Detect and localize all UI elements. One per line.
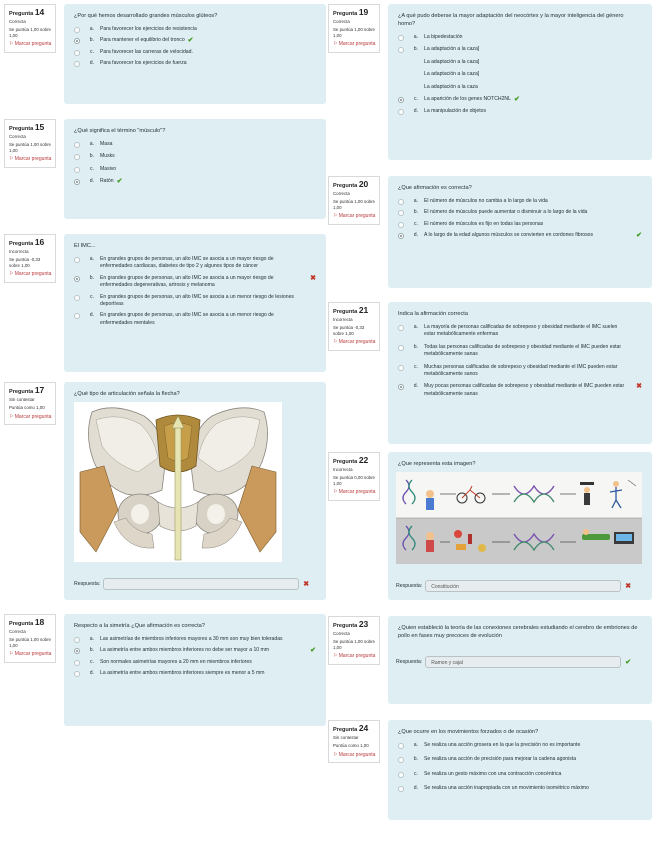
question-card-22 bbox=[388, 452, 652, 600]
flag-icon: ⚐ bbox=[333, 653, 338, 659]
flag-icon: ⚐ bbox=[9, 41, 14, 47]
check-icon: ✔ bbox=[636, 232, 642, 240]
flag-icon: ⚐ bbox=[9, 651, 14, 657]
question-card-23 bbox=[388, 616, 652, 704]
option-a[interactable]: a. La bipedestación bbox=[398, 34, 642, 41]
cross-icon: ✖ bbox=[636, 383, 642, 391]
option-d[interactable]: d. Ratón ✔ bbox=[74, 178, 316, 185]
question-info-17 bbox=[4, 382, 56, 425]
question-number: Pregunta 16 bbox=[9, 237, 45, 247]
option-b-line-4: La adaptación a la caza bbox=[424, 83, 478, 90]
check-icon: ✔ bbox=[310, 647, 316, 655]
question-status: Correcta bbox=[333, 191, 350, 196]
question-grade: Se puntúa 0,00 sobre 1,00 bbox=[333, 475, 375, 486]
question-info-23 bbox=[328, 616, 380, 665]
flag-question-link[interactable]: ⚐ Marcar pregunta bbox=[333, 339, 376, 345]
question-grade: Puntúa como 1,00 bbox=[333, 743, 369, 748]
flag-question-link[interactable]: ⚐ Marcar pregunta bbox=[9, 413, 52, 420]
cross-icon: ✖ bbox=[303, 581, 310, 588]
question-info-14 bbox=[4, 4, 56, 53]
option-b-line-3: La adaptación a la caza] bbox=[424, 71, 480, 78]
question-grade: Se puntúa 1,00 sobre 1,00 bbox=[9, 142, 51, 153]
question-info-20 bbox=[328, 176, 380, 225]
option-a[interactable]: a. Masa bbox=[74, 141, 316, 148]
question-info-16 bbox=[4, 234, 56, 283]
option-a[interactable]: a. Se realiza una acción grosera en la que la precisión no es importante bbox=[398, 742, 642, 749]
flag-icon: ⚐ bbox=[9, 156, 14, 162]
answer-input[interactable]: Constitución bbox=[425, 580, 621, 592]
answer-row bbox=[396, 656, 631, 668]
check-icon: ✔ bbox=[116, 178, 123, 186]
option-d[interactable]: d. Para favorecer los ejercicios de fuerza bbox=[74, 60, 316, 67]
cross-icon: ✖ bbox=[625, 583, 632, 590]
option-a[interactable]: a. Las asimetrías de miembros inferiores mayores a 30 mm son muy bien toleradas bbox=[74, 636, 316, 643]
question-grade: Se puntúa 1,00 sobre 1,00 bbox=[333, 639, 375, 650]
option-d[interactable]: d. A lo largo de la edad algunos músculos se convierten en cordones fibrosos ✔ bbox=[398, 232, 642, 239]
question-text: Indica la afirmación correcta bbox=[398, 311, 468, 317]
option-b[interactable]: b. En grandes grupos de personas, un alto IMC se asocia a un mayor riesgo de enfermedades degenerativas, artrosis y melanoma ✖ bbox=[74, 275, 316, 290]
question-status: Incorrecta bbox=[333, 317, 353, 322]
question-status: Correcta bbox=[9, 19, 26, 24]
question-status: Sin contestar bbox=[333, 735, 359, 740]
genetics-lifestyle-image bbox=[396, 472, 642, 564]
option-a[interactable]: a. En grandes grupos de personas, un alto IMC se asocia a un mayor riesgo de enfermedades cardiacas, diabetes de tipo 2 y algunos tipos de cáncer bbox=[74, 256, 316, 271]
question-status: Correcta bbox=[9, 629, 26, 634]
question-status: Sin contestar bbox=[9, 397, 35, 402]
question-card-14 bbox=[64, 4, 326, 104]
question-text: ¿Qué tipo de articulación señala la flecha? bbox=[74, 391, 180, 397]
question-info-19 bbox=[328, 4, 380, 53]
question-info-22 bbox=[328, 452, 380, 501]
option-c[interactable]: c. Son normales asimetrías mayores a 20 mm en miembros inferiores bbox=[74, 659, 316, 666]
option-b[interactable]: b. Se realiza una acción de precisión para mejorar la cadena agonista bbox=[398, 756, 642, 763]
option-d[interactable]: d. En grandes grupos de personas, un alto IMC se asocia a un menor riesgo de enfermedades mentales bbox=[74, 312, 316, 327]
question-status: Correcta bbox=[333, 631, 350, 636]
option-d[interactable]: d. Muy pocas personas calificadas de sobrepeso y obesidad mediante el IMC pueden estar metabólicamente sanas ✖ bbox=[398, 383, 642, 398]
question-grade: Puntúa como 1,00 bbox=[9, 405, 45, 410]
question-number: Pregunta 20 bbox=[333, 179, 369, 189]
question-number: Pregunta 18 bbox=[9, 617, 45, 627]
flag-icon: ⚐ bbox=[333, 751, 338, 758]
question-text: ¿Por qué hemos desarrollado grandes músculos glúteos? bbox=[74, 13, 218, 19]
question-grade: Se puntúa -0,33 sobre 1,00 bbox=[333, 325, 365, 336]
option-b[interactable]: b. Musks bbox=[74, 153, 316, 160]
question-text: ¿Que representa esta imagen? bbox=[398, 461, 476, 467]
question-grade: Se puntúa -0,33 sobre 1,00 bbox=[9, 257, 41, 268]
question-text: Respecto a la simetría ¿Que afirmación es correcta? bbox=[74, 623, 205, 629]
option-c[interactable]: c. Para favorecer las carreras de velocidad. bbox=[74, 49, 316, 56]
cross-icon: ✖ bbox=[310, 274, 316, 282]
option-a[interactable]: a. La mayoría de personas calificadas de sobrepeso y obesidad mediante el IMC suelen estar metabólicamente enfermas bbox=[398, 324, 642, 339]
option-c[interactable]: c. Se realiza un gesto máximo con una contracción concéntrica bbox=[398, 771, 642, 778]
flag-question-link[interactable]: ⚐ Marcar pregunta bbox=[9, 271, 52, 277]
question-text: ¿Que afirmación es correcta? bbox=[398, 185, 472, 191]
option-b[interactable]: b. La adaptación a la caza] bbox=[398, 46, 642, 53]
answer-label: Respuesta: bbox=[74, 581, 101, 587]
option-a[interactable]: a. El número de músculos no cambia a lo largo de la vida bbox=[398, 198, 642, 205]
flag-question-link[interactable]: ⚐ Marcar pregunta bbox=[333, 489, 376, 495]
question-grade: Se puntúa 1,00 sobre 1,00 bbox=[9, 637, 51, 648]
option-c[interactable]: c. En grandes grupos de personas, un alto IMC se asocia a un menor riesgo de lesiones deportivas bbox=[74, 294, 316, 309]
check-icon: ✔ bbox=[513, 96, 520, 104]
option-c[interactable]: c. La aparición de los genes NOTCH2NL ✔ bbox=[398, 96, 642, 103]
answer-label: Respuesta: bbox=[396, 659, 423, 665]
flag-icon: ⚐ bbox=[333, 41, 338, 47]
question-card-17 bbox=[64, 382, 326, 600]
question-info-15 bbox=[4, 119, 56, 168]
question-number: Pregunta 21 bbox=[333, 305, 369, 315]
option-b[interactable]: b. Para mantener el equilibrio del tronco ✔ bbox=[74, 37, 316, 44]
question-text: ¿A qué pudo deberse la mayor adaptación del neocórtex y la mayor inteligencia del género homo? bbox=[398, 13, 624, 27]
question-card-18 bbox=[64, 614, 326, 726]
flag-question-link[interactable]: ⚐ Marcar pregunta bbox=[9, 41, 52, 47]
answer-input[interactable] bbox=[103, 578, 299, 590]
question-number: Pregunta 15 bbox=[9, 122, 45, 132]
question-grade: Se puntúa 1,00 sobre 1,00 bbox=[333, 27, 375, 38]
flag-question-link[interactable]: ⚐ Marcar pregunta bbox=[333, 751, 376, 758]
option-b-line-2: La adaptación a la caza] bbox=[424, 58, 480, 65]
question-number: Pregunta 23 bbox=[333, 619, 369, 629]
check-icon: ✔ bbox=[625, 659, 632, 666]
question-card-20 bbox=[388, 176, 652, 288]
question-status: Incorrecta bbox=[333, 467, 353, 472]
check-icon: ✔ bbox=[187, 37, 194, 45]
option-c[interactable]: c. Masivo bbox=[74, 166, 316, 173]
option-c[interactable]: c. Muchas personas calificadas de sobrepeso y obesidad mediante el IMC pueden estar metabólicamente sanos bbox=[398, 364, 642, 379]
flag-icon: ⚐ bbox=[9, 271, 14, 277]
option-a[interactable]: a. Para favorecer los ejercicios de resistencia bbox=[74, 26, 316, 33]
flag-icon: ⚐ bbox=[333, 489, 338, 495]
option-d[interactable]: d. Se realiza una acción inapropiada con un movimiento isométrico máximo bbox=[398, 785, 642, 792]
flag-question-link[interactable]: ⚐ Marcar pregunta bbox=[333, 41, 376, 47]
pelvis-image bbox=[74, 402, 282, 562]
question-card-21 bbox=[388, 302, 652, 444]
question-number: Pregunta 19 bbox=[333, 7, 369, 17]
option-b[interactable]: b. La asimetría entre ambos miembros inferiores no debe ser mayor a 10 mm ✔ bbox=[74, 647, 316, 654]
question-status: Correcta bbox=[333, 19, 350, 24]
option-d[interactable]: d. La manipulación de objetos bbox=[398, 108, 642, 115]
flag-question-link[interactable]: ⚐ Marcar pregunta bbox=[333, 653, 376, 659]
question-card-19 bbox=[388, 4, 652, 160]
option-d[interactable]: d. La asimetría entre ambos miembros inferiores siempre es menor a 5 mm bbox=[74, 670, 316, 677]
flag-question-link[interactable]: ⚐ Marcar pregunta bbox=[9, 651, 52, 657]
flag-icon: ⚐ bbox=[333, 213, 338, 219]
flag-question-link[interactable]: ⚐ Marcar pregunta bbox=[333, 213, 376, 219]
option-c[interactable]: c. El número de músculos es fijo en todas las personas bbox=[398, 221, 642, 228]
question-text: ¿Quien estableció la teoría de las conexiones cerebrales estudiando el cerebro de embriones de pollo en fases muy precoces de evolución bbox=[398, 625, 638, 639]
question-info-21 bbox=[328, 302, 380, 351]
question-text: ¿Que ocurre en los movimientos forzados o de ocasión? bbox=[398, 729, 539, 735]
question-grade: Se puntúa 1,00 sobre 1,00 bbox=[9, 27, 51, 38]
question-grade: Se puntúa 1,00 sobre 1,00 bbox=[333, 199, 375, 210]
answer-input[interactable]: Ramon y cajal bbox=[425, 656, 621, 668]
question-number: Pregunta 17 bbox=[9, 385, 45, 395]
flag-icon: ⚐ bbox=[333, 339, 338, 345]
answer-row bbox=[74, 578, 309, 590]
question-text: ¿Qué significa el término "músculo"? bbox=[74, 128, 166, 134]
question-text: El IMC... bbox=[74, 243, 96, 249]
question-status: Correcta bbox=[9, 134, 26, 139]
question-number: Pregunta 24 bbox=[333, 723, 369, 733]
flag-question-link[interactable]: ⚐ Marcar pregunta bbox=[9, 156, 52, 162]
question-info-24 bbox=[328, 720, 380, 763]
question-card-24 bbox=[388, 720, 652, 820]
option-b[interactable]: b. El número de músculos puede aumentar o disminuir a lo largo de la vida bbox=[398, 209, 642, 216]
answer-label: Respuesta: bbox=[396, 583, 423, 589]
question-number: Pregunta 14 bbox=[9, 7, 45, 17]
answer-row bbox=[396, 580, 631, 592]
question-status: Incorrecta bbox=[9, 249, 29, 254]
question-number: Pregunta 22 bbox=[333, 455, 369, 465]
flag-icon: ⚐ bbox=[9, 413, 14, 420]
question-card-15 bbox=[64, 119, 326, 219]
question-info-18 bbox=[4, 614, 56, 663]
option-b[interactable]: b. Todas las personas calificadas de sobrepeso y obesidad mediante el IMC pueden estar metabólicamente sanas bbox=[398, 344, 642, 359]
question-card-16 bbox=[64, 234, 326, 372]
